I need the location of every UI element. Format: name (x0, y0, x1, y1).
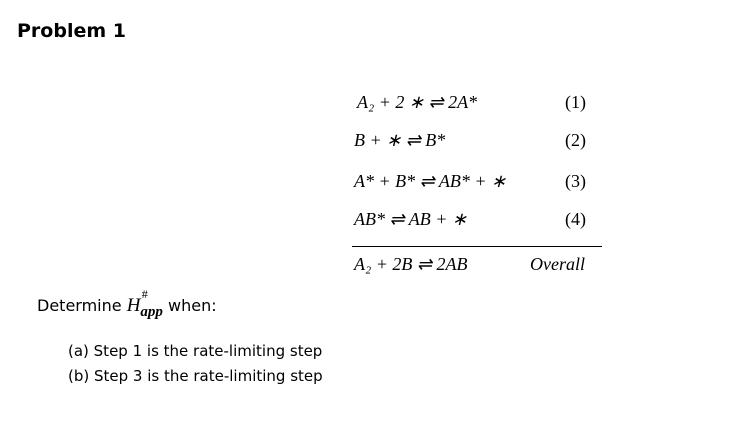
reaction-equation-4: AB* ⇌ AB + ∗ (354, 209, 467, 229)
enthalpy-superscript: # (141, 287, 148, 301)
enthalpy-letter: H (126, 295, 141, 316)
reaction-label-4: (4) (565, 209, 586, 229)
reaction-label-2: (2) (565, 130, 586, 150)
reaction-label-3: (3) (565, 171, 586, 191)
enthalpy-subscript: app (140, 304, 163, 320)
reaction-equation-2: B + ∗ ⇌ B* (354, 130, 446, 150)
list-item: (a) Step 1 is the rate-limiting step (68, 342, 323, 360)
page-title: Problem 1 (17, 20, 126, 42)
reaction-equation-1: A₂ + 2 ∗ ⇌ 2A* (357, 92, 478, 112)
overall-label: Overall (530, 254, 585, 274)
overall-divider (352, 246, 602, 247)
question-prompt (37, 287, 217, 320)
reaction-equation-3: A* + B* ⇌ AB* + ∗ (354, 171, 507, 191)
enthalpy-symbol (126, 287, 163, 320)
list-item: (b) Step 3 is the rate-limiting step (68, 367, 323, 385)
prompt-text-before: Determine (37, 296, 127, 315)
reaction-label-1: (1) (565, 92, 586, 112)
prompt-text-after: when: (162, 296, 217, 315)
overall-equation: A₂ + 2B ⇌ 2AB (354, 254, 468, 274)
